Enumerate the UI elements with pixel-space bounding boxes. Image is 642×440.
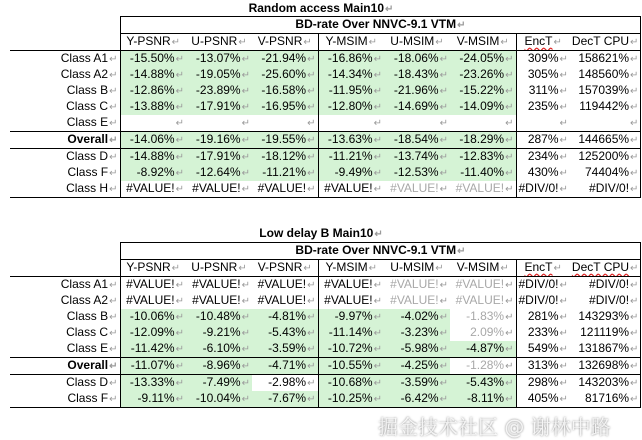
table-cell: -11.21%↵ (318, 149, 384, 166)
table-cell: -3.59%↵ (252, 341, 318, 358)
table-row (10, 115, 641, 132)
table-cell: -10.25%↵ (318, 391, 384, 408)
table-cell: 158621%↵ (570, 51, 641, 68)
table-cell: -16.58%↵ (252, 83, 318, 99)
table-row (10, 181, 641, 198)
table-cell: -10.06%↵ (120, 309, 186, 325)
row-label: Class D↵ (66, 375, 118, 389)
row-label: Class H↵ (10, 181, 120, 198)
table-cell: -8.92%↵ (120, 165, 186, 181)
table-cell: -18.43%↵ (384, 67, 450, 83)
table-cell: -6.10%↵ (186, 341, 252, 358)
table-cell: 144665%↵ (570, 132, 641, 149)
table-cell: -11.21%↵ (252, 165, 318, 181)
table-cell: 119442%↵ (570, 99, 641, 115)
table-cell: -15.22%↵ (450, 83, 516, 99)
table-cell: #VALUE!↵ (384, 181, 450, 198)
ld-col-enct: EncT↵ (524, 260, 562, 274)
table-cell: -13.88%↵ (120, 99, 186, 115)
table-cell: 143293%↵ (570, 309, 641, 325)
table-row (10, 341, 641, 358)
table-cell: -19.05%↵ (186, 67, 252, 83)
table-cell: -17.91%↵ (186, 149, 252, 166)
row-label: Class E↵ (66, 115, 118, 129)
table-cell: -7.67%↵ (252, 391, 318, 408)
table-row (10, 67, 641, 83)
table-cell: -5.98%↵ (384, 341, 450, 358)
table-cell: -18.29%↵ (450, 132, 516, 149)
table-cell: 74404%↵ (570, 165, 641, 181)
table-cell: -10.55%↵ (318, 358, 384, 375)
ld-col-y-psnr: Y-PSNR↵ (120, 260, 186, 277)
table-cell: -7.49%↵ (186, 375, 252, 392)
ld-col-u-psnr: U-PSNR↵ (191, 260, 247, 274)
ra-col-enct: EncT↵ (524, 34, 562, 48)
table-cell: #VALUE!↵ (450, 277, 516, 294)
table-cell: ↵ (570, 115, 641, 132)
table-cell: ↵ (252, 115, 318, 132)
table-cell: 125200%↵ (570, 149, 641, 166)
table-cell: #VALUE!↵ (192, 293, 250, 307)
table-cell: -18.54%↵ (384, 132, 450, 149)
ld-bdrate-header: BD-rate Over NNVC-9.1 VTM↵ (120, 243, 641, 260)
row-label: Overall↵ (10, 132, 120, 149)
table-cell: -11.95%↵ (318, 83, 384, 99)
table-row (10, 325, 641, 341)
table-cell: -12.09%↵ (120, 325, 186, 341)
table-cell: #DIV/0!↵ (570, 293, 641, 309)
row-label: Class A1↵ (10, 277, 120, 294)
table-cell: -1.28%↵ (450, 358, 516, 375)
row-label: Class A2↵ (60, 67, 118, 81)
ld-title: Low delay B Main10↵ (259, 226, 383, 240)
table-cell: -11.14%↵ (318, 325, 384, 341)
table-cell: -16.86%↵ (318, 51, 384, 68)
table-cell: -23.26%↵ (450, 67, 516, 83)
table-cell: 549%↵ (527, 341, 568, 355)
row-label: Class D↵ (66, 149, 118, 163)
table-row (10, 293, 641, 309)
table-cell: -3.23%↵ (384, 325, 450, 341)
table-cell: 81716%↵ (570, 391, 641, 408)
row-label: Class A1↵ (10, 51, 120, 68)
table-cell: -18.12%↵ (252, 149, 318, 166)
table-cell: -10.48%↵ (186, 309, 252, 325)
ra-bdrate-header: BD-rate Over NNVC-9.1 VTM↵ (120, 17, 641, 34)
table-cell: -13.63%↵ (318, 132, 384, 149)
table-row (10, 391, 641, 408)
table-cell: #VALUE!↵ (252, 293, 318, 309)
table-cell: #VALUE!↵ (120, 277, 186, 294)
row-label: Class A2↵ (60, 293, 118, 307)
table-cell: #DIV/0!↵ (518, 293, 568, 307)
table-cell: #VALUE!↵ (450, 293, 516, 309)
table-cell: #DIV/0!↵ (570, 277, 641, 294)
table-cell: -23.89%↵ (186, 83, 252, 99)
ra-table (10, 16, 641, 198)
ra-col-dect: DecT CPU↵ (570, 34, 641, 51)
table-cell: -12.64%↵ (186, 165, 252, 181)
table-cell: 235%↵ (527, 99, 568, 113)
table-cell: -25.60%↵ (252, 67, 318, 83)
ra-col-y-msim: Y-MSIM↵ (325, 34, 378, 48)
table-cell: 131867%↵ (570, 341, 641, 358)
table-cell: 234%↵ (527, 149, 568, 163)
row-label: Overall↵ (10, 358, 120, 375)
row-label: Class E↵ (66, 341, 118, 355)
row-label: Class B↵ (66, 83, 118, 97)
table-row (10, 132, 641, 149)
table-cell: -12.86%↵ (120, 83, 186, 99)
table-row (10, 165, 641, 181)
ld-col-y-msim: Y-MSIM↵ (325, 260, 378, 274)
table-row (10, 375, 641, 392)
ld-col-u-msim: U-MSIM↵ (390, 260, 444, 274)
ld-table (10, 242, 641, 408)
table-cell: #VALUE!↵ (450, 181, 516, 198)
table-cell: 305%↵ (527, 67, 568, 81)
table-cell: -13.33%↵ (120, 375, 186, 392)
table-cell: 143203%↵ (570, 375, 641, 392)
table-cell: #VALUE!↵ (252, 277, 318, 294)
table-cell: 309%↵ (516, 51, 570, 68)
table-cell: -3.59%↵ (384, 375, 450, 392)
ra-col-v-psnr: V-PSNR↵ (252, 34, 318, 51)
table-cell: -9.21%↵ (186, 325, 252, 341)
table-row (10, 83, 641, 99)
ra-col-v-msim: V-MSIM↵ (450, 34, 516, 51)
table-cell: #VALUE!↵ (384, 277, 450, 294)
table-cell: -21.94%↵ (252, 51, 318, 68)
ld-col-v-msim: V-MSIM↵ (450, 260, 516, 277)
row-label: Class F↵ (67, 165, 118, 179)
table-cell: -10.04%↵ (186, 391, 252, 408)
table-cell: -14.88%↵ (120, 149, 186, 166)
table-cell: -10.72%↵ (318, 341, 384, 358)
table-cell: -14.69%↵ (384, 99, 450, 115)
table-cell: #VALUE!↵ (318, 277, 384, 294)
table-cell: 311%↵ (528, 83, 568, 97)
table-cell: -12.80%↵ (318, 99, 384, 115)
table-cell: -14.88%↵ (120, 67, 186, 83)
table-cell: -14.06%↵ (120, 132, 186, 149)
table-cell: #DIV/0!↵ (570, 181, 641, 198)
table-cell: -11.40%↵ (450, 165, 516, 181)
table-cell: -24.05%↵ (450, 51, 516, 68)
table-cell: 430%↵ (527, 165, 568, 179)
table-cell: -15.50%↵ (120, 51, 186, 68)
table-cell: -5.43%↵ (450, 375, 516, 392)
table-cell: #VALUE!↵ (120, 181, 186, 198)
table-cell: ↵ (373, 118, 382, 129)
table-cell: 233%↵ (527, 325, 568, 339)
ld-col-v-psnr: V-PSNR↵ (252, 260, 318, 277)
table-cell: #VALUE!↵ (186, 277, 252, 294)
table-cell: -13.07%↵ (186, 51, 252, 68)
table-cell: -4.81%↵ (252, 309, 318, 325)
table-cell: -11.42%↵ (120, 341, 186, 358)
table-cell: 157039%↵ (570, 83, 641, 99)
table-cell: #VALUE!↵ (318, 181, 384, 198)
table-cell: -9.97%↵ (318, 309, 384, 325)
table-cell: -4.71%↵ (252, 358, 318, 375)
table-cell: -2.98%↵ (252, 375, 318, 392)
table-cell: -4.02%↵ (384, 309, 450, 325)
table-cell: 2.09%↵ (450, 325, 516, 341)
table-cell: -14.09%↵ (450, 99, 516, 115)
row-label: Class F↵ (10, 391, 120, 408)
table-cell: -18.06%↵ (384, 51, 450, 68)
table-cell: -12.53%↵ (384, 165, 450, 181)
table-cell: -17.91%↵ (186, 99, 252, 115)
table-cell: #DIV/0!↵ (516, 181, 570, 198)
table-cell: -9.49%↵ (318, 165, 384, 181)
ra-col-u-msim: U-MSIM↵ (390, 34, 444, 48)
table-cell: -5.43%↵ (252, 325, 318, 341)
table-cell: ↵ (120, 115, 186, 132)
table-cell: 298%↵ (527, 375, 568, 389)
table-cell: 121119%↵ (570, 325, 641, 341)
table-cell: -8.96%↵ (186, 358, 252, 375)
row-label: Class C↵ (66, 99, 118, 113)
table-cell: -4.25%↵ (384, 358, 450, 375)
table-cell: -8.11%↵ (450, 391, 516, 408)
table-row (10, 149, 641, 166)
table-cell: #VALUE!↵ (324, 293, 382, 307)
table-cell: 281%↵ (527, 309, 568, 323)
table-cell: #VALUE!↵ (120, 293, 186, 309)
table-row (10, 99, 641, 115)
table-cell: 405%↵ (516, 391, 570, 408)
ra-title: Random access Main10↵ (248, 1, 394, 15)
table-cell: -6.42%↵ (384, 391, 450, 408)
table-cell: ↵ (450, 115, 516, 132)
row-label: Class C↵ (66, 325, 118, 339)
table-cell: -4.87%↵ (450, 341, 516, 358)
table-cell: 313%↵ (516, 358, 570, 375)
table-cell: #VALUE!↵ (186, 181, 252, 198)
table-cell: -1.83%↵ (450, 309, 516, 325)
table-cell: -21.96%↵ (384, 83, 450, 99)
table-cell: 287%↵ (516, 132, 570, 149)
table-cell: -9.11%↵ (120, 391, 186, 408)
table-cell: #DIV/0!↵ (516, 277, 570, 294)
table-row (10, 277, 641, 294)
table-cell: -12.83%↵ (450, 149, 516, 166)
table-row (10, 358, 641, 375)
watermark: 掘金技术社区 @ 谢林中路 (378, 415, 611, 439)
table-cell: -10.68%↵ (318, 375, 384, 392)
table-row (10, 51, 641, 68)
table-row (10, 309, 641, 325)
table-cell: ↵ (241, 118, 250, 129)
table-cell: -19.16%↵ (186, 132, 252, 149)
table-cell: -19.55%↵ (252, 132, 318, 149)
ra-col-u-psnr: U-PSNR↵ (191, 34, 247, 48)
table-cell: -16.95%↵ (252, 99, 318, 115)
table-cell: #VALUE!↵ (252, 181, 318, 198)
table-cell: -13.74%↵ (384, 149, 450, 166)
table-cell: -14.34%↵ (318, 67, 384, 83)
table-cell: -11.07%↵ (120, 358, 186, 375)
table-cell: ↵ (439, 118, 448, 129)
ra-col-y-psnr: Y-PSNR↵ (120, 34, 186, 51)
table-cell: 132698%↵ (570, 358, 641, 375)
ld-col-dect: DecT CPU↵ (570, 260, 641, 277)
table-cell: ↵ (559, 118, 568, 129)
table-cell: #VALUE!↵ (390, 293, 448, 307)
row-label: Class B↵ (66, 309, 118, 323)
table-cell: 148560%↵ (570, 67, 641, 83)
